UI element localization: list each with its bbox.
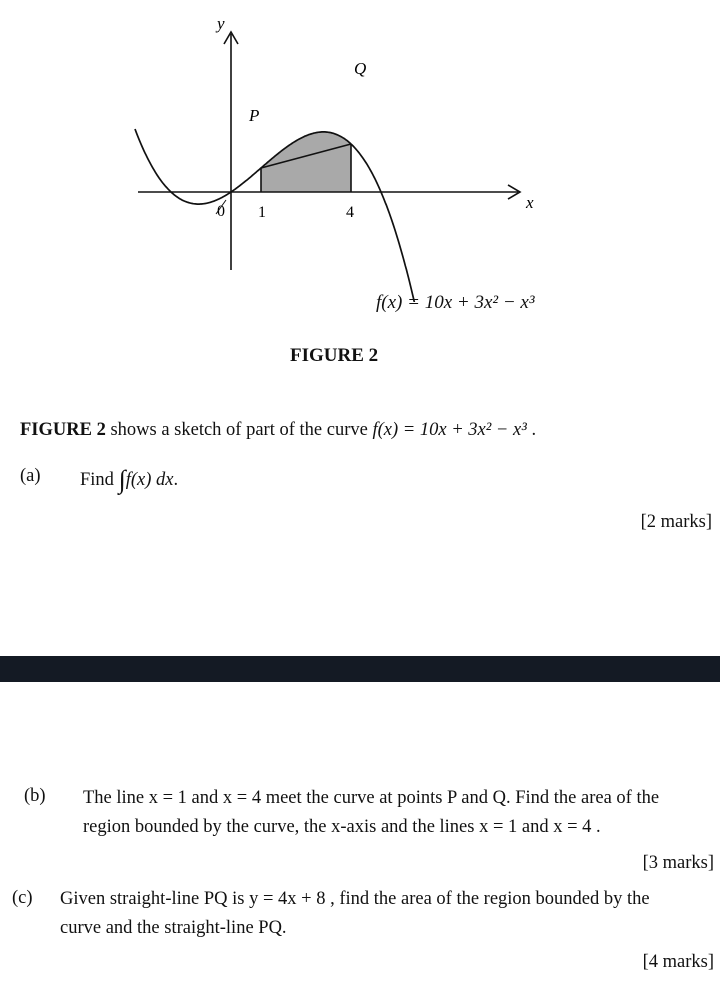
intro-figure-ref: FIGURE 2 [20,420,106,440]
point-q-label: Q [354,59,367,78]
part-a-integrand: f(x) dx [125,470,174,490]
part-b-text [83,784,659,842]
part-a-marker: (a) [20,466,41,486]
curve-sketch [120,12,560,302]
part-b-marks: [3 marks] [642,853,714,873]
tick-label-4: 4 [346,204,354,221]
figure-caption: FIGURE 2 [290,345,379,366]
part-c-text [60,885,650,943]
part-a-end: . [173,470,179,490]
part-b-marker: (b) [24,786,46,806]
intro-end: . [526,420,537,440]
shaded-region [261,132,351,192]
intro-text: shows a sketch of part of the curve [105,420,373,440]
part-a-marks: [2 marks] [640,512,712,532]
question-intro [20,420,536,441]
intro-function: f(x) = 10x + 3x² − x³ [372,420,527,440]
part-b-line-2: region bounded by the curve, the x-axis and the lines x = 1 and x = 4 . [83,817,601,837]
part-a-prefix: Find [80,470,119,490]
part-c-marker: (c) [12,888,33,908]
origin-label: 0 [217,203,225,220]
part-c-marks: [4 marks] [642,952,714,972]
point-p-label: P [249,106,260,125]
part-b-line-1: The line x = 1 and x = 4 meet the curve at points P and Q. Find the area of the [83,788,660,808]
integral-sign-icon: ∫ [118,465,126,494]
y-axis-label: y [217,14,225,33]
function-label: f(x) = 10x + 3x² − x³ [376,292,535,313]
page-divider [0,656,720,682]
x-axis-label: x [526,193,534,212]
part-c-line-2: curve and the straight-line PQ. [60,918,287,938]
tick-label-1: 1 [258,204,266,221]
part-a-text [80,462,178,495]
part-c-line-1: Given straight-line PQ is y = 4x + 8 , find the area of the region bounded by the [60,889,650,909]
